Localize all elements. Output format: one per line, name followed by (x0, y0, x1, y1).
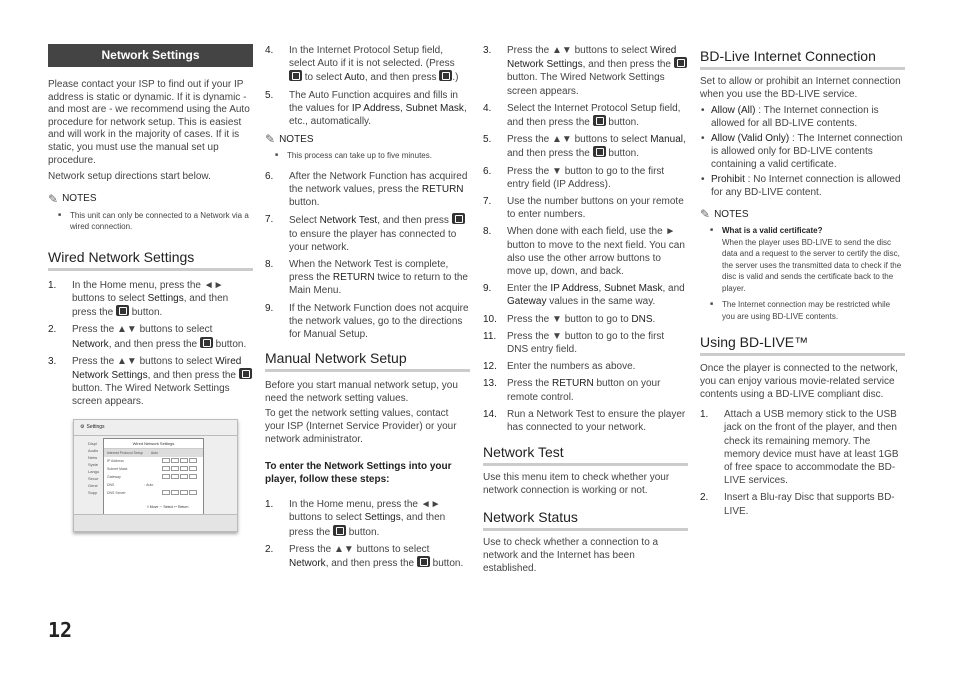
menu-item: Secur (88, 475, 99, 481)
dialog-row (104, 489, 203, 497)
note-item (700, 225, 905, 294)
step-item (265, 170, 470, 210)
screenshot-title: Settings (86, 424, 105, 431)
step-text: , and then press the (289, 512, 446, 538)
option-name: Allow (Valid Only) (711, 133, 790, 145)
step-number: 7. (265, 214, 274, 226)
enter-button-icon (239, 368, 252, 379)
step-text: Press the ▲▼ buttons to select (72, 324, 213, 336)
row-label: DNS Server (107, 490, 126, 495)
enter-button-icon (593, 115, 606, 126)
step-text: , and then press the (72, 292, 229, 319)
network-settings-heading: Network Settings (48, 44, 253, 67)
menu-item: Audio (88, 447, 99, 453)
step-text: values in the same way. (546, 296, 656, 308)
menu-item: Langu (88, 468, 100, 474)
step-keyword: RETURN (332, 272, 375, 284)
step-text: , and (662, 283, 685, 295)
dialog-row (104, 481, 203, 489)
row-label: Subnet Mask (107, 466, 128, 471)
enter-button-icon (674, 57, 687, 68)
option-description: : No Internet connection is allowed for any BD-LIVE content. (711, 174, 901, 198)
step-keyword: Network (72, 338, 109, 350)
step-item (483, 282, 688, 308)
step-text: Attach a USB memory stick to the USB jack on the front of the player, and then check its remaining memory. The memory device must have at least 1GB of free space to accommodate the BD-LIVE services. (724, 409, 899, 487)
pencil-icon: ✎ (265, 132, 276, 147)
enter-button-icon (439, 70, 452, 81)
step-text: Press the ▼ button to go to (507, 313, 632, 325)
step-text: In the Home menu, press the ◄► buttons to select (289, 499, 441, 524)
step-keyword: Gateway (507, 296, 547, 308)
step-number: 3. (48, 355, 57, 367)
dialog-row (104, 449, 203, 457)
step-item (483, 330, 688, 356)
step-item (265, 498, 470, 539)
step-item (48, 323, 253, 350)
enter-button-icon (417, 556, 430, 567)
row-value: Auto (150, 450, 159, 455)
step-text: to select (302, 72, 345, 84)
step-number: 5. (265, 89, 274, 101)
step-text: Press the (507, 378, 553, 390)
step-text: , and then press (377, 215, 452, 227)
step-text: button. (128, 307, 163, 319)
row-label: Gateway (107, 474, 121, 479)
step-text: Press the ▲▼ buttons to select (289, 543, 430, 555)
step-item (483, 225, 688, 278)
step-text: button. The Wired Network Settings screen appears. (72, 383, 230, 408)
pencil-icon: ✎ (48, 191, 59, 206)
step-item (265, 543, 470, 570)
step-number: 14. (483, 408, 497, 420)
manual-steps-continued (483, 44, 688, 434)
step-text: Run a Network Test to ensure the player has connected to your network. (507, 408, 686, 434)
step-item (483, 408, 688, 434)
step-keyword: RETURN (552, 378, 594, 390)
step-keyword: Auto (344, 72, 365, 84)
notes-heading (48, 192, 253, 206)
step-number: 9. (483, 283, 492, 295)
step-keyword: RETURN (421, 183, 464, 195)
row-label: IP Address (107, 458, 124, 463)
note-title: What is a valid certificate? (722, 226, 823, 236)
option-item (700, 174, 905, 199)
step-text: In the Home menu, press the ◄► buttons to select (72, 279, 224, 304)
menu-item: Supp (88, 489, 98, 495)
step-text: , etc., automatically. (289, 102, 467, 128)
step-text: When the Network Test is complete, press the (289, 258, 449, 284)
column-3 (483, 44, 688, 575)
step-keyword: Network Test (319, 215, 378, 227)
step-keyword: Subnet Mask (604, 283, 663, 295)
step-item (483, 165, 688, 191)
enter-button-icon (333, 525, 346, 536)
step-number: 8. (483, 226, 492, 238)
step-item (700, 491, 905, 517)
settings-screenshot (73, 419, 238, 532)
step-number: 10. (483, 313, 497, 325)
column-1 (48, 44, 253, 532)
step-text: Use the number buttons on your remote to enter numbers. (507, 196, 684, 221)
step-item (48, 279, 253, 320)
menu-item: Syste (88, 461, 99, 467)
step-number: 13. (483, 378, 497, 390)
step-text: button. The Wired Network Settings screen appears. (507, 72, 665, 97)
step-item (483, 360, 688, 373)
manual-network-setup-title: Manual Network Setup (265, 350, 470, 372)
network-test-title: Network Test (483, 444, 688, 466)
screenshot-header (74, 420, 237, 436)
step-item (483, 313, 688, 326)
step-item (700, 408, 905, 487)
step-keyword: Settings (147, 292, 184, 304)
step-text: button. (345, 526, 380, 538)
step-number: 9. (265, 302, 274, 314)
step-item (265, 213, 470, 254)
row-value: : Auto (144, 482, 154, 487)
step-number: 4. (483, 102, 492, 114)
step-text: Press the ▼ button to go to the first entry field (IP Address). (507, 165, 665, 190)
step-item (265, 44, 470, 85)
auto-steps-list-continued (265, 170, 470, 341)
step-keyword: Wired Network Settings (507, 45, 677, 71)
enter-button-icon (593, 146, 606, 157)
step-number: 1. (700, 409, 709, 421)
bd-live-options-list (700, 105, 905, 199)
step-number: 6. (483, 165, 492, 177)
step-text: , and then press the (147, 369, 239, 381)
option-item (700, 133, 905, 171)
using-bd-live-paragraph: Once the player is connected to the network, you can enjoy various movie-related service contents using a BD-LIVE compliant disc. (700, 363, 898, 400)
step-number: 1. (48, 279, 57, 291)
step-text: , and then press the (582, 59, 674, 71)
step-number: 8. (265, 258, 274, 270)
step-item (483, 195, 688, 221)
step-text: Press the ▲▼ buttons to select (507, 134, 651, 146)
step-text: button. (605, 117, 639, 129)
page-number: 12 (48, 618, 73, 642)
manual-instructions: To enter the Network Settings into your player, follow these steps: (265, 461, 452, 486)
step-keyword: Network (289, 557, 326, 569)
manual-paragraph-2: To get the network setting values, contact your ISP (Internet Service Provider) or your network administrator. (265, 408, 457, 445)
network-status-paragraph: Use to check whether a connection to a network and the Internet has been established. (483, 537, 659, 574)
step-number: 11. (483, 330, 497, 342)
step-text: button on your remote control. (507, 378, 661, 403)
notes-heading (700, 207, 905, 221)
step-text: , and then press the (325, 557, 417, 569)
step-number: 2. (48, 324, 57, 336)
step-text: Press the ▲▼ buttons to select (72, 355, 216, 367)
enter-button-icon (200, 337, 213, 348)
using-bd-live-steps (700, 408, 905, 518)
option-description: : The Internet connection is allowed only for BD-LIVE contents containing a valid certificate. (711, 133, 903, 170)
dialog-row (104, 465, 203, 473)
step-text: Select the Internet Protocol Setup field, and then press the (507, 102, 681, 129)
auto-steps-list (265, 44, 470, 128)
step-keyword: Manual (650, 134, 684, 146)
dialog-row (104, 473, 203, 481)
step-number: 6. (265, 170, 274, 182)
step-text: The Auto Function acquires and fills in the values for (289, 89, 458, 114)
pencil-icon: ✎ (700, 207, 711, 222)
gear-icon: ⚙ (80, 424, 85, 431)
network-test-paragraph: Use this menu item to check whether your network connection is working or not. (483, 472, 670, 496)
step-number: 4. (265, 45, 274, 56)
using-bd-live-title: Using BD-LIVE™ (700, 334, 905, 356)
step-text: , and then press the (108, 338, 200, 350)
step-text: Select (289, 215, 320, 227)
enter-button-icon (452, 213, 465, 224)
enter-button-icon (289, 70, 302, 81)
screenshot-nav-hint: ◊ Move ☞ Select ↩ Return (147, 504, 189, 509)
step-keyword: Wired Network Settings (72, 355, 242, 381)
menu-item: Displ (88, 440, 97, 446)
note-item: ■ This process can take up to five minutes. (265, 150, 470, 162)
wired-steps-list (48, 279, 253, 409)
note-body: When the player uses BD-LIVE to send the disc data and a request to the server to certify the disc, the server uses the transmitted data to check if the disc is valid and sends the certificate back to the player. (722, 237, 902, 293)
step-text: , and then press the (507, 134, 686, 160)
step-number: 2. (265, 543, 274, 555)
step-text: button. (289, 197, 320, 209)
step-text: button. (429, 557, 464, 569)
step-number: 3. (483, 45, 492, 56)
bd-live-paragraph: Set to allow or prohibit an Internet connection when you use the BD-LIVE service. (700, 76, 901, 100)
step-text: Press the ▼ button to go to the first DNS entry field. (507, 330, 665, 356)
step-text: After the Network Function has acquired the network values, press the (289, 170, 468, 195)
step-number: 5. (483, 134, 492, 146)
step-text: Insert a Blu-ray Disc that supports BD-LIVE. (724, 492, 895, 517)
step-text: . (652, 313, 656, 325)
manual-paragraph-1: Before you start manual network setup, you need the network setting values. (265, 380, 458, 404)
note-item: ■ This unit can only be connected to a Network via a wired connection. (48, 210, 253, 233)
notes-label: NOTES (279, 133, 314, 145)
step-text: , (400, 102, 406, 114)
step-item (265, 302, 470, 342)
step-item (483, 377, 688, 403)
step-number: 12. (483, 361, 497, 373)
notes-label: NOTES (714, 208, 749, 220)
step-item (483, 44, 688, 98)
step-text: Press the ▲▼ buttons to select (507, 45, 651, 56)
network-status-title: Network Status (483, 509, 688, 531)
step-number: 2. (700, 492, 709, 504)
step-keyword: Settings (364, 512, 401, 524)
option-item (700, 105, 905, 130)
step-number: 7. (483, 196, 492, 208)
column-2 (265, 44, 470, 574)
step-text: Enter the (507, 283, 551, 295)
menu-item: Gene (88, 482, 98, 488)
step-text: Enter the numbers as above. (507, 361, 636, 373)
wired-network-settings-title: Wired Network Settings (48, 249, 253, 271)
step-item (48, 355, 253, 409)
step-number: 1. (265, 499, 274, 511)
column-4 (700, 44, 905, 522)
step-text: button. (212, 338, 247, 350)
step-text: to ensure the player has connected to your network. (289, 228, 457, 253)
step-text: , (598, 283, 605, 295)
step-item (265, 89, 470, 129)
step-item (483, 133, 688, 160)
row-label: Internet Protocol Setup (107, 450, 143, 455)
menu-item: Netw (88, 454, 98, 460)
step-item (265, 258, 470, 298)
step-keyword: Subnet Mask (405, 102, 464, 114)
option-description: : The Internet connection is allowed for all BD-LIVE contents. (711, 105, 879, 129)
step-keyword: IP Address (550, 283, 599, 295)
step-keyword: IP Address (351, 102, 400, 114)
step-item (483, 102, 688, 129)
screenshot-menu (88, 440, 99, 496)
step-text: In the Internet Protocol Setup field, select Auto if it is not selected. (Press (289, 45, 455, 70)
directions-text: Network setup directions start below. (48, 171, 211, 183)
enter-button-icon (116, 305, 129, 316)
step-text: When done with each field, use the ► button to move to the next field. You can also use the other arrow buttons to move up, down, and back. (507, 226, 685, 278)
screenshot-footer (74, 514, 237, 531)
step-text: button. (605, 148, 639, 160)
step-text: , and then press (364, 72, 440, 84)
notes-label: NOTES (62, 193, 97, 205)
step-text: twice to return to the Main Menu. (289, 272, 468, 297)
step-text: If the Network Function does not acquire the network values, go to the directions for Manual Setup. (289, 302, 469, 340)
bd-live-connection-title: BD-Live Internet Connection (700, 48, 905, 70)
step-text: .) (452, 72, 459, 84)
manual-steps-list (265, 498, 470, 570)
row-label: DNS (107, 482, 115, 487)
dialog-row (104, 457, 203, 465)
note-item: ■ The Internet connection may be restricted while you are using BD-LIVE contents. (700, 299, 905, 322)
dialog-title: Wired Network Settings (104, 439, 203, 449)
option-name: Prohibit (711, 174, 745, 186)
notes-heading (265, 132, 470, 146)
intro-paragraph: Please contact your ISP to find out if your IP address is static or dynamic. If it is dynamic - and most are - we recommend using the Auto procedure for network setup. This is easiest and will work in the majority of cases. If it is static, you must use the manual set up procedure. (48, 79, 250, 166)
option-name: Allow (All) (711, 105, 756, 117)
step-keyword: DNS (631, 313, 653, 325)
